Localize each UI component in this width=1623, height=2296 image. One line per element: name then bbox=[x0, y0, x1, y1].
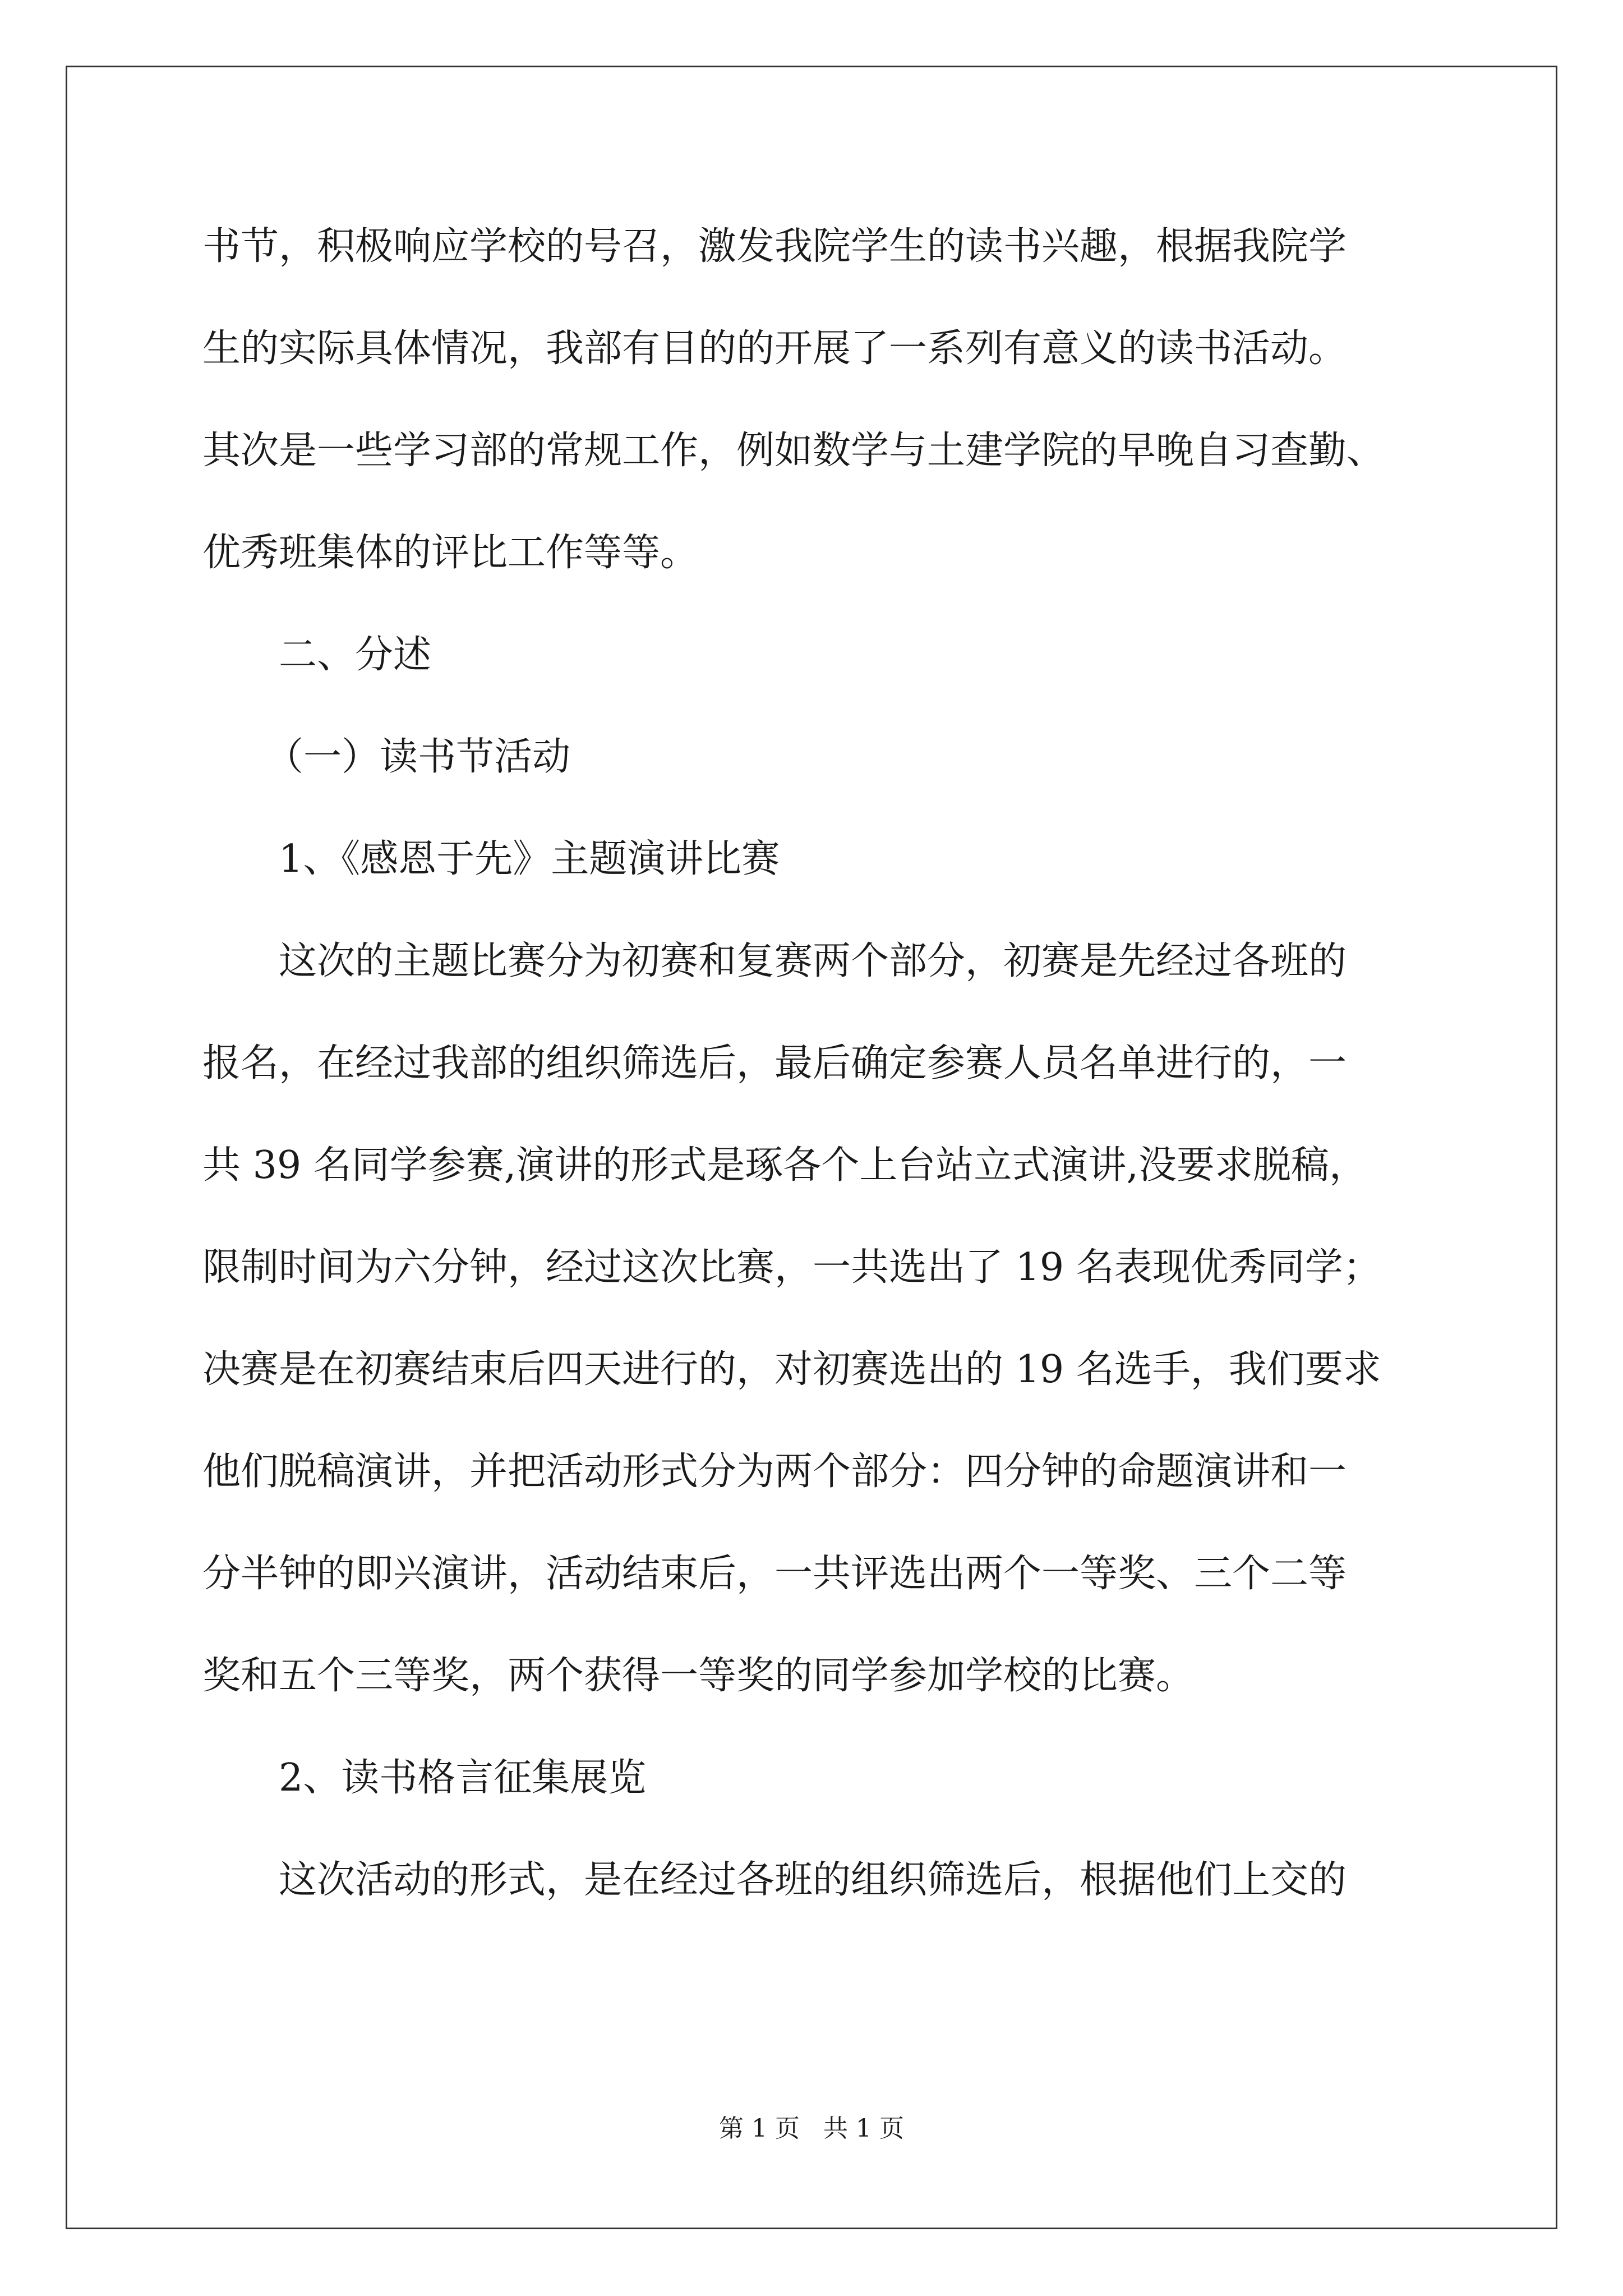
section-heading: 二、分述 bbox=[279, 633, 432, 677]
paragraph-line: 奖和五个三等奖，两个获得一等奖的同学参加学校的比赛。 bbox=[202, 1654, 1195, 1698]
paragraph-line: 其次是一些学习部的常规工作，例如数学与土建学院的早晚自习查勤、 bbox=[202, 429, 1385, 473]
paragraph-line: 这次的主题比赛分为初赛和复赛两个部分，初赛是先经过各班的 bbox=[279, 939, 1347, 983]
subsection-heading: （一）读书节活动 bbox=[265, 735, 571, 779]
paragraph-line: 书节，积极响应学校的号召，激发我院学生的读书兴趣，根据我院学 bbox=[202, 224, 1347, 269]
paragraph-line: 共 39 名同学参赛,演讲的形式是琢各个上台站立式演讲,没要求脱稿， bbox=[202, 1143, 1367, 1188]
paragraph-line: 优秀班集体的评比工作等等。 bbox=[202, 531, 699, 575]
paragraph-line: 分半钟的即兴演讲，活动结束后，一共评选出两个一等奖、三个二等 bbox=[202, 1552, 1347, 1596]
paragraph-line: 生的实际具体情况，我部有目的的开展了一系列有意义的读书活动。 bbox=[202, 326, 1347, 371]
item-heading: 2、读书格言征集展览 bbox=[279, 1756, 647, 1800]
paragraph-line: 这次活动的形式，是在经过各班的组织筛选后，根据他们上交的 bbox=[279, 1858, 1347, 1902]
paragraph-line: 限制时间为六分钟，经过这次比赛，一共选出了 19 名表现优秀同学； bbox=[202, 1245, 1381, 1290]
paragraph-line: 报名，在经过我部的组织筛选后，最后确定参赛人员名单进行的，一 bbox=[202, 1041, 1347, 1085]
item-heading: 1、《感恩于先》主题演讲比赛 bbox=[279, 837, 780, 881]
document-body bbox=[202, 222, 1464, 1957]
page-footer: 第 1 页 共 1 页 bbox=[719, 2114, 904, 2143]
paragraph-line: 他们脱稿演讲，并把活动形式分为两个部分：四分钟的命题演讲和一 bbox=[202, 1450, 1347, 1494]
paragraph-line: 决赛是在初赛结束后四天进行的，对初赛选出的 19 名选手，我们要求 bbox=[202, 1347, 1381, 1392]
